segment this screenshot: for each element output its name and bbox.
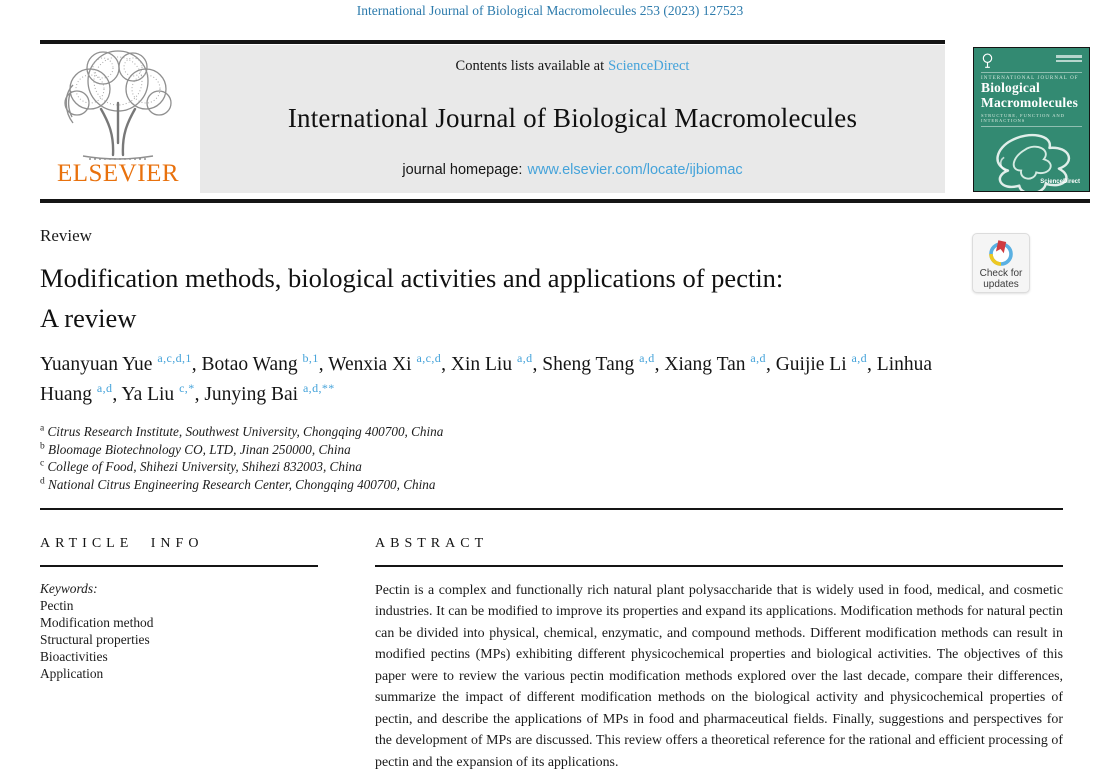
author-name: Yuanyuan Yue bbox=[40, 354, 153, 375]
article-title-line1: Modification methods, biological activities and applications of pectin: bbox=[40, 263, 784, 293]
author: Botao Wang $^{b,1}$, bbox=[201, 350, 329, 375]
check-for-updates-label-line2: updates bbox=[983, 279, 1019, 290]
author: Guijie Li $^{a,d}$, bbox=[775, 350, 877, 375]
author: Linhua Huang $^{a,d}$, bbox=[40, 354, 933, 405]
author-superscript: a,d bbox=[516, 350, 533, 365]
affiliation-marker: b bbox=[40, 441, 45, 452]
keywords-block bbox=[40, 580, 340, 682]
affiliation-text: Citrus Research Institute, Southwest University, Chongqing 400700, China bbox=[44, 424, 444, 439]
article-type-label: Review bbox=[40, 226, 92, 245]
keyword-item: Bioactivities bbox=[40, 649, 108, 664]
author-superscript: a,d bbox=[750, 350, 766, 365]
author-name: Xiang Tan bbox=[664, 354, 746, 375]
sciencedirect-link[interactable]: ScienceDirect bbox=[608, 58, 690, 74]
author-superscript: a,d,** bbox=[302, 380, 335, 395]
abstract-heading: ABSTRACT bbox=[375, 536, 489, 551]
check-for-updates-badge[interactable] bbox=[972, 233, 1030, 293]
cover-top-row bbox=[981, 53, 1082, 71]
contents-line bbox=[456, 58, 690, 75]
crossmark-icon bbox=[986, 238, 1016, 268]
cover-subtitle: STRUCTURE, FUNCTION AND INTERACTIONS bbox=[981, 110, 1082, 127]
journal-cover bbox=[973, 47, 1090, 192]
affiliation-text: Bloomage Biotechnology CO, LTD, Jinan 250000, China bbox=[44, 441, 351, 457]
keyword-item: Pectin bbox=[40, 598, 74, 613]
affiliation-marker: a bbox=[40, 423, 45, 434]
author-name: Ya Liu bbox=[121, 384, 175, 405]
affiliation bbox=[40, 423, 740, 441]
affiliation bbox=[40, 441, 740, 459]
section-divider-rule bbox=[40, 508, 1063, 510]
author: Yuanyuan Yue $^{a,c,d,1}$, bbox=[40, 350, 202, 375]
article-info-rule bbox=[40, 565, 318, 567]
homepage-line bbox=[402, 162, 742, 178]
author-superscript: a,d bbox=[96, 380, 113, 395]
author: Xin Liu $^{a,d}$, bbox=[450, 350, 543, 375]
affiliation-text: National Citrus Engineering Research Center, Chongqing 400700, China bbox=[44, 476, 436, 492]
author-superscript: c,* bbox=[179, 380, 195, 395]
article-info-heading: ARTICLE INFO bbox=[40, 536, 204, 551]
cover-title-line1: Biological bbox=[981, 80, 1040, 95]
affiliation bbox=[40, 458, 740, 476]
author-name: Junying Bai bbox=[204, 384, 299, 405]
author-superscript: a,c,d,1 bbox=[157, 350, 192, 365]
article-title-line2: A review bbox=[40, 303, 137, 333]
cover-kicker: INTERNATIONAL JOURNAL OF bbox=[981, 72, 1082, 81]
author-name: Wenxia Xi bbox=[328, 354, 412, 375]
keyword-item: Application bbox=[40, 666, 104, 681]
journal-banner bbox=[200, 45, 945, 193]
affiliation bbox=[40, 476, 740, 494]
cover-elsevier-mini-logo bbox=[981, 53, 994, 70]
keyword-item: Structural properties bbox=[40, 632, 150, 647]
author bbox=[204, 380, 335, 405]
abstract-rule bbox=[375, 565, 1063, 567]
elsevier-tree-icon bbox=[43, 47, 193, 162]
check-for-updates-label-line1: Check for bbox=[979, 268, 1023, 279]
author-name: Guijie Li bbox=[775, 354, 847, 375]
author-superscript: a,d bbox=[851, 350, 868, 365]
author-name: Linhua Huang bbox=[40, 354, 933, 405]
article-title bbox=[40, 258, 920, 338]
keyword-item: Modification method bbox=[40, 615, 154, 630]
elsevier-wordmark: ELSEVIER bbox=[56, 160, 180, 187]
journal-title: International Journal of Biological Macromolecules bbox=[287, 103, 858, 133]
author: Ya Liu $^{c,*}$, bbox=[121, 380, 205, 405]
author: Sheng Tang $^{a,d}$, bbox=[542, 350, 665, 375]
homepage-label: journal homepage: bbox=[402, 162, 523, 178]
author: Xiang Tan $^{a,d}$, bbox=[664, 350, 776, 375]
homepage-link[interactable]: www.elsevier.com/locate/ijbiomac bbox=[527, 162, 743, 178]
author-superscript: a,c,d bbox=[416, 350, 442, 365]
affiliation-marker: d bbox=[40, 476, 45, 487]
keywords-label: Keywords: bbox=[40, 581, 98, 596]
author-name: Botao Wang bbox=[201, 354, 298, 375]
contents-line-label: Contents lists available at bbox=[455, 58, 605, 74]
author-list bbox=[40, 350, 960, 410]
citation-link[interactable]: International Journal of Biological Macromolecules 253 (2023) 127523 bbox=[356, 3, 744, 18]
cover-sciencedirect-label: ScienceDirect bbox=[1040, 179, 1080, 185]
author-name: Xin Liu bbox=[450, 354, 513, 375]
abstract-text: Pectin is a complex and functionally rich natural plant polysaccharide that is widely used in food, medical, and cosmetic industries. It can be modified to improve its properties and expand its applications. Modification methods for natural pectin can be divided into physical, chemical, enzymatic, and compound methods. Different modification methods can result in modified pectins (MPs) exhibiting different physicochemical properties and biological activities. The objectives of this paper were to review the various pectin modification methods explored over the last decade, compare their differences, summarize the impact of different modification methods on the biological activity and physicochemical properties of pectin, and describe the applications of MPs in food and pharmaceutical fields. Finally, suggestions and perspectives for the development of MPs are discussed. This review offers a theoretical reference for the rational and efficient processing of pectin and the expansion of its applications. bbox=[375, 583, 1063, 770]
cover-title-line2: Macromolecules bbox=[981, 94, 1079, 110]
author-superscript: b,1 bbox=[302, 350, 319, 365]
header-bottom-rule bbox=[40, 199, 1090, 203]
affiliation-text: College of Food, Shihezi University, Shihezi 832003, China bbox=[44, 459, 362, 475]
author-name: Sheng Tang bbox=[542, 354, 635, 375]
affiliation-list bbox=[40, 423, 740, 493]
author-superscript: a,d bbox=[639, 350, 655, 365]
elsevier-logo bbox=[42, 47, 194, 195]
author: Wenxia Xi $^{a,c,d}$, bbox=[328, 350, 451, 375]
cover-issn-text bbox=[1056, 53, 1082, 62]
header-top-rule bbox=[40, 40, 945, 44]
affiliation-marker: c bbox=[40, 458, 45, 469]
keyword-list bbox=[40, 597, 340, 682]
